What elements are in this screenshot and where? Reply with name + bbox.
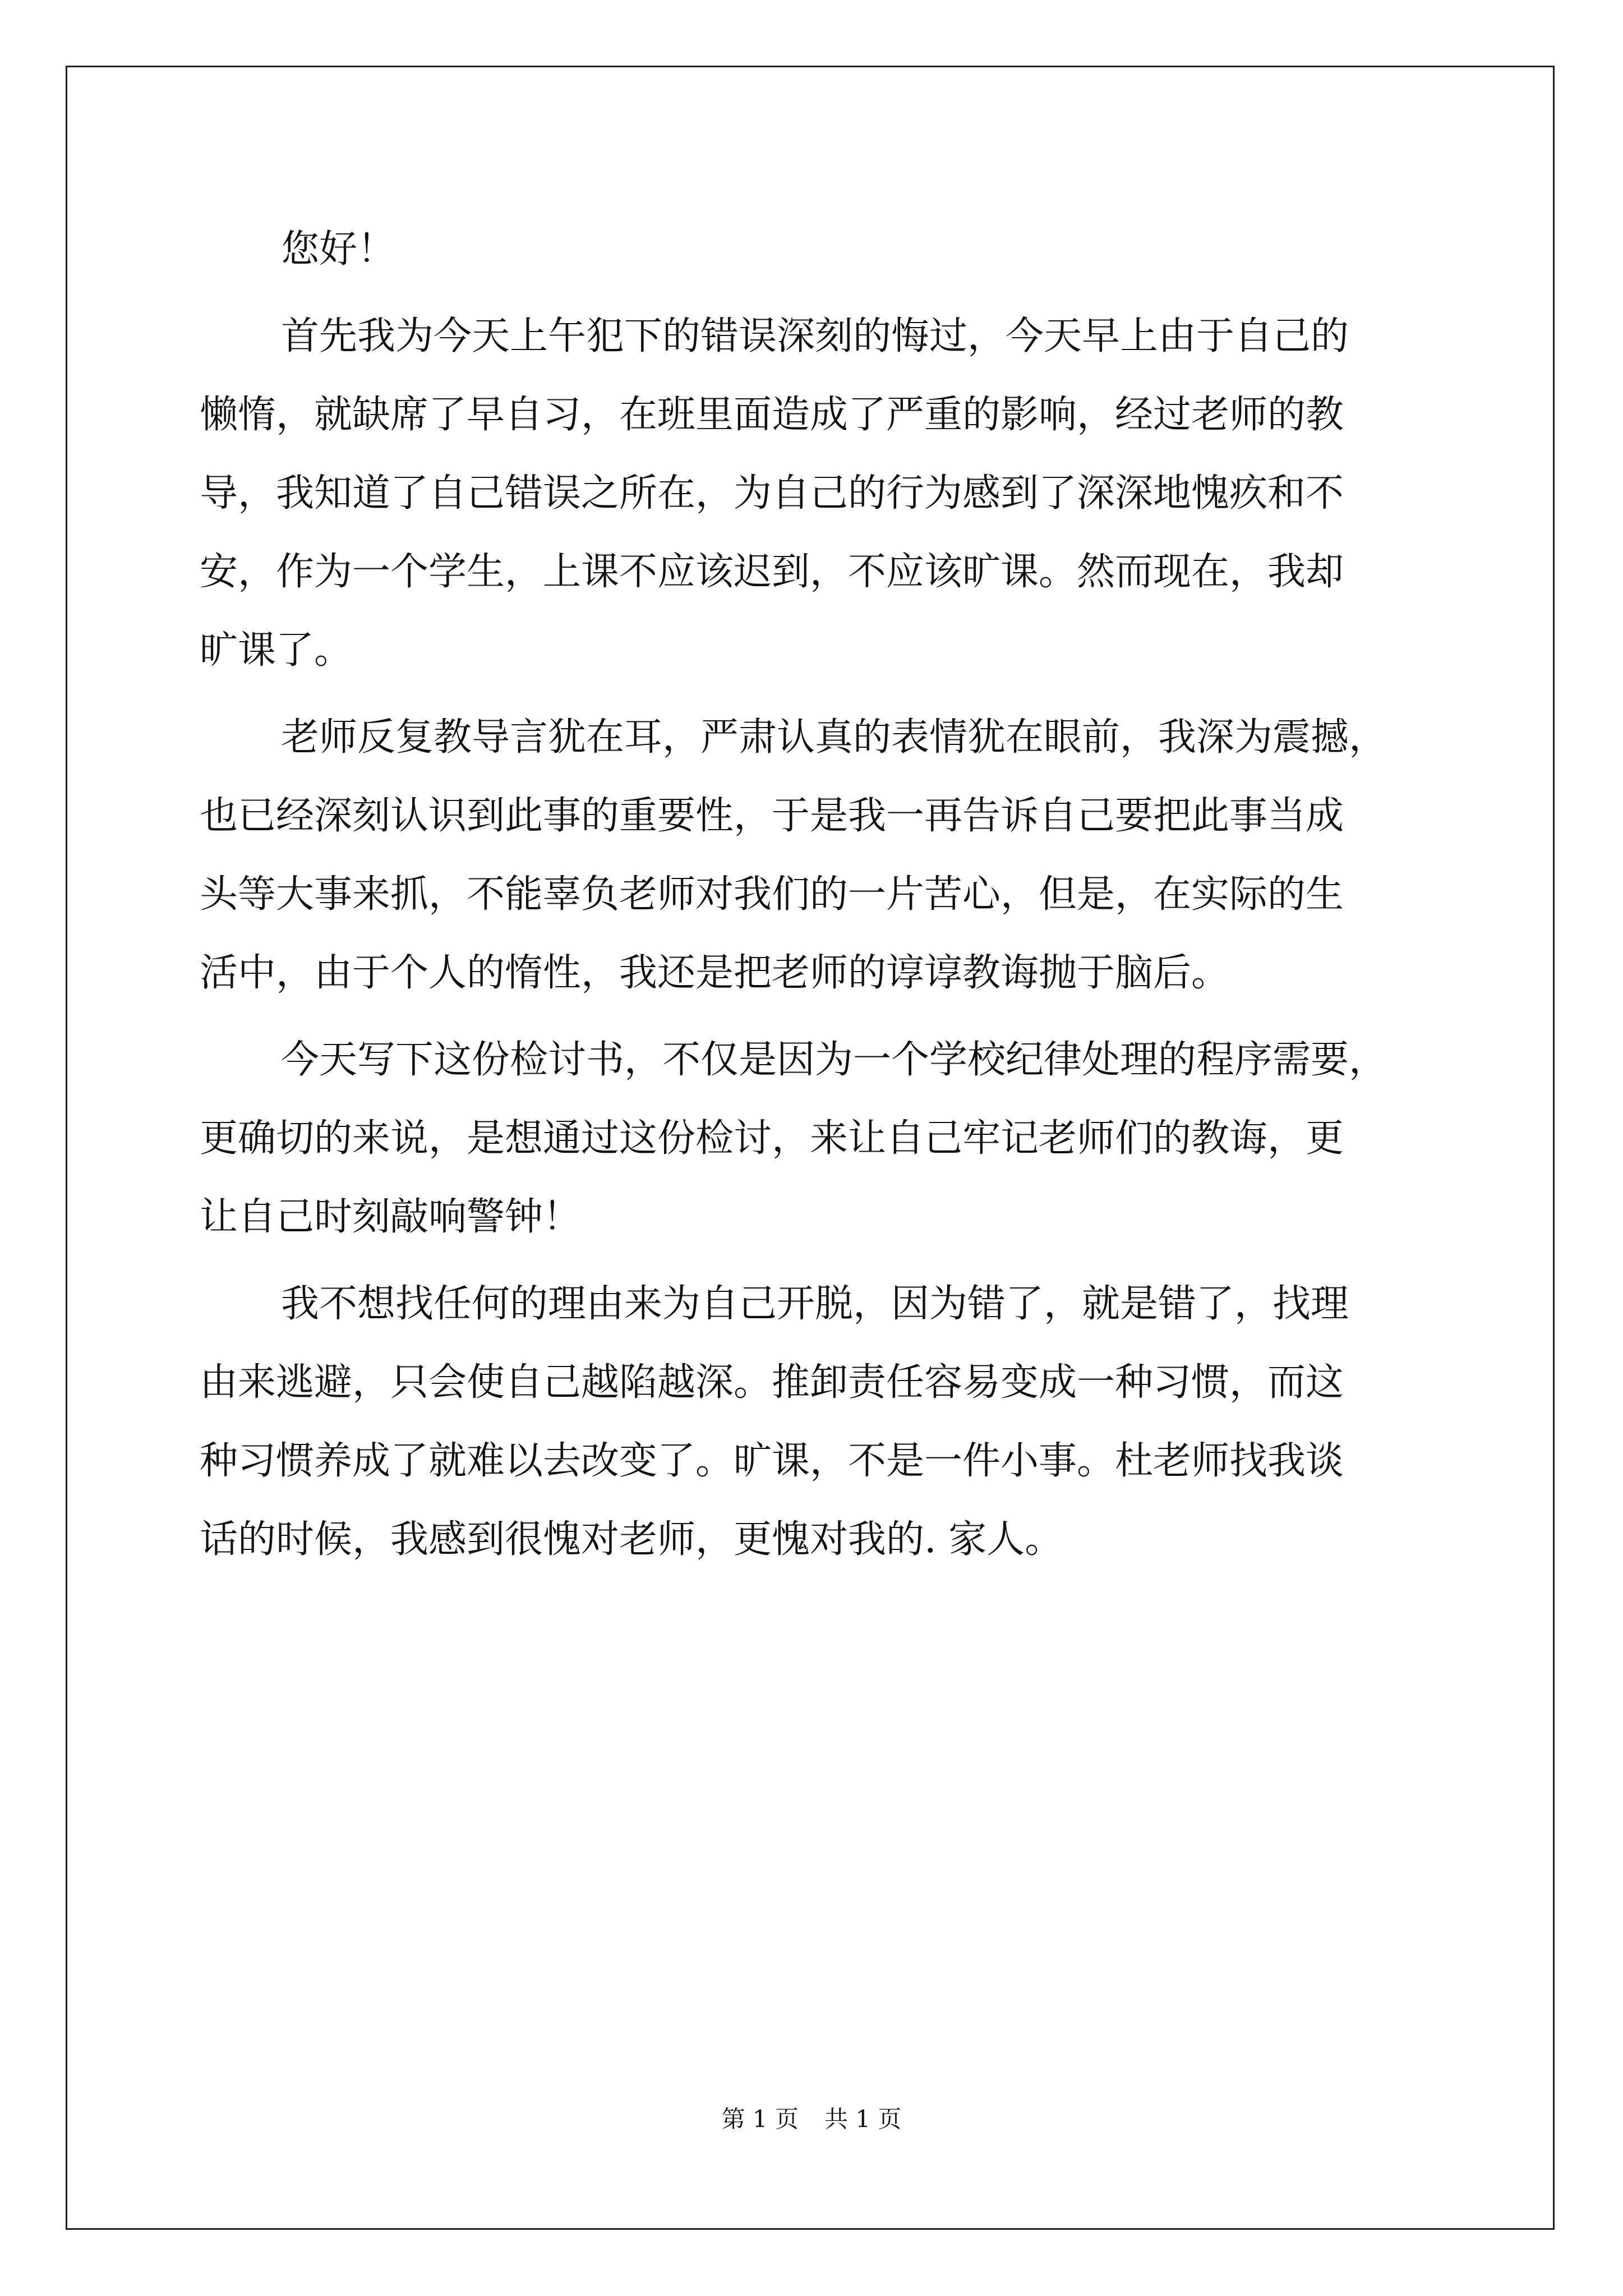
page-number: 第 1 页 bbox=[721, 2105, 799, 2133]
paragraph-line: 头等大事来抓，不能辜负老师对我们的一片苦心，但是，在实际的生 bbox=[200, 872, 1344, 917]
paragraph-line: 首先我为今天上午犯下的错误深刻的悔过，今天早上由于自己的 bbox=[281, 314, 1349, 358]
paragraph-line: 也已经深刻认识到此事的重要性，于是我一再告诉自己要把此事当成 bbox=[200, 794, 1344, 838]
paragraph-line: 让自己时刻敲响警钟！ bbox=[200, 1195, 582, 1239]
page-total: 共 1 页 bbox=[824, 2105, 902, 2133]
paragraph-line: 懒惰，就缺席了早自习，在班里面造成了严重的影响，经过老师的教 bbox=[200, 393, 1344, 437]
page-footer bbox=[0, 2102, 1623, 2136]
paragraph-line: 活中，由于个人的惰性，我还是把老师的谆谆教诲抛于脑后。 bbox=[200, 951, 1230, 995]
paragraph-line: 旷课了。 bbox=[200, 628, 353, 673]
paragraph-line: 我不想找任何的理由来为自己开脱，因为错了，就是错了，找理 bbox=[281, 1282, 1349, 1326]
paragraph-line: 话的时候，我感到很愧对老师，更愧对我的. 家人。 bbox=[200, 1517, 1063, 1562]
paragraph-line: 由来逃避，只会使自己越陷越深。推卸责任容易变成一种习惯，而这 bbox=[200, 1360, 1344, 1405]
paragraph-line: 导，我知道了自己错误之所在，为自己的行为感到了深深地愧疚和不 bbox=[200, 471, 1344, 516]
paragraph-line: 更确切的来说，是想通过这份检讨，来让自己牢记老师们的教诲，更 bbox=[200, 1116, 1344, 1161]
greeting: 您好！ bbox=[281, 227, 396, 272]
paragraph-line: 安，作为一个学生，上课不应该迟到，不应该旷课。然而现在，我却 bbox=[200, 550, 1344, 594]
paragraph-line: 种习惯养成了就难以去改变了。旷课，不是一件小事。杜老师找我谈 bbox=[200, 1439, 1344, 1483]
paragraph-line: 今天写下这份检讨书，不仅是因为一个学校纪律处理的程序需要， bbox=[281, 1038, 1387, 1082]
paragraph-line: 老师反复教导言犹在耳，严肃认真的表情犹在眼前，我深为震撼， bbox=[281, 715, 1387, 760]
